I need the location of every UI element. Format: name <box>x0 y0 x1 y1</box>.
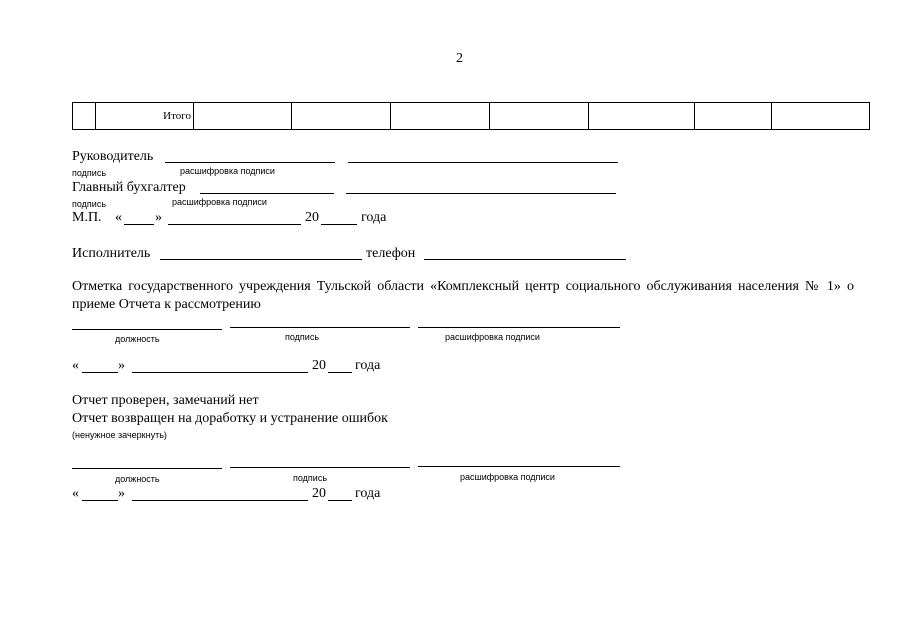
table-cell <box>292 103 391 130</box>
decode-line-2 <box>418 466 620 467</box>
day-line <box>124 224 154 225</box>
day-line <box>82 372 118 373</box>
head-sign-caption: подпись <box>72 168 107 178</box>
year-prefix: 20 <box>305 210 319 225</box>
close-quote: » <box>118 486 125 501</box>
stamp-mp: М.П. <box>72 210 102 225</box>
month-line <box>132 372 308 373</box>
head-label: Руководитель <box>72 149 154 164</box>
sign-caption-1: подпись <box>285 332 320 342</box>
accountant-sign-caption: подпись <box>72 199 107 209</box>
close-quote: » <box>118 358 125 373</box>
accountant-label: Главный бухгалтер <box>72 180 186 195</box>
month-line <box>168 224 301 225</box>
position-line-2 <box>72 468 222 469</box>
total-label: Итого <box>96 103 194 130</box>
executor-label: Исполнитель <box>72 246 151 261</box>
head-decode-caption: расшифровка подписи <box>180 166 275 176</box>
sign-caption-2: подпись <box>293 473 328 483</box>
position-line-1 <box>72 329 222 330</box>
totals-row <box>73 103 870 130</box>
year-word: года <box>355 358 381 373</box>
decode-caption-2: расшифровка подписи <box>460 472 555 482</box>
table-cell <box>391 103 490 130</box>
table-cell <box>73 103 96 130</box>
year-word: года <box>361 210 387 225</box>
year-word: года <box>355 486 381 501</box>
year-prefix: 20 <box>312 486 326 501</box>
accountant-decode-caption: расшифровка подписи <box>172 197 267 207</box>
day-line <box>82 500 118 501</box>
table-cell <box>772 103 870 130</box>
open-quote: « <box>72 486 79 501</box>
mark-paragraph: Отметка государственного учреждения Тульской области «Комплексный центр социального обслуживания населения № 1» о приеме Отчета к рассмотрению <box>72 279 854 312</box>
position-caption-2: должность <box>115 474 160 484</box>
decode-caption-1: расшифровка подписи <box>445 332 540 342</box>
year-line <box>328 500 352 501</box>
phone-line <box>424 259 626 260</box>
year-prefix: 20 <box>312 358 326 373</box>
executor-line <box>160 259 362 260</box>
strike-note: (ненужное зачеркнуть) <box>72 430 167 440</box>
year-line <box>321 224 357 225</box>
phone-label: телефон <box>366 246 416 261</box>
decode-line-1 <box>418 327 620 328</box>
accountant-signature-line <box>200 193 334 194</box>
totals-table <box>72 102 870 130</box>
table-cell <box>695 103 772 130</box>
open-quote: « <box>115 210 122 225</box>
returned-line: Отчет возвращен на доработку и устранение ошибок <box>72 411 388 426</box>
table-cell <box>194 103 292 130</box>
signature-line-2 <box>230 467 410 468</box>
signature-line-1 <box>230 327 410 328</box>
month-line <box>132 500 308 501</box>
close-quote: » <box>155 210 162 225</box>
accountant-decode-line <box>346 193 616 194</box>
year-line <box>328 372 352 373</box>
position-caption-1: должность <box>115 334 160 344</box>
open-quote: « <box>72 358 79 373</box>
head-decode-line <box>348 162 618 163</box>
head-signature-line <box>165 162 335 163</box>
table-cell <box>490 103 589 130</box>
page-number: 2 <box>456 51 463 66</box>
table-cell <box>589 103 695 130</box>
checked-line: Отчет проверен, замечаний нет <box>72 393 259 408</box>
